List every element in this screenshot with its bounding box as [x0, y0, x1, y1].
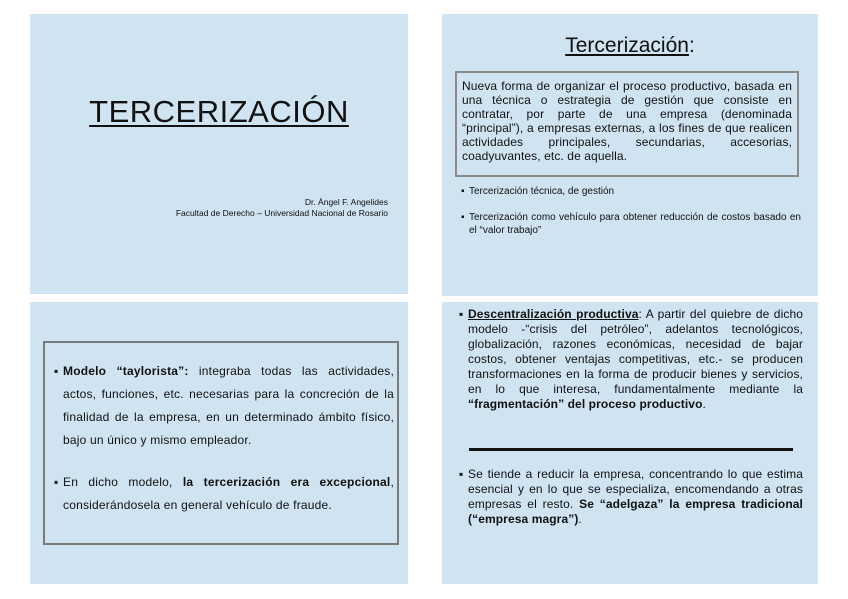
- paragraph-text: Se tiende a reducir la empresa, concentrando lo que estima esencial y en lo que se especializa, encomendando a otras empresas el resto.: [468, 467, 803, 511]
- author-name: Dr. Ángel F. Angelides: [304, 197, 388, 207]
- heading-colon: :: [688, 34, 695, 57]
- paragraph-excepcional: [54, 471, 394, 517]
- slide-1-title: [30, 14, 408, 294]
- slide-3-taylorist-model: [30, 302, 408, 584]
- bullet-icon: ▪: [459, 307, 464, 321]
- slide-4-decentralization: [442, 302, 818, 584]
- paragraph-end: .: [702, 397, 706, 411]
- slide-2-heading: [442, 34, 818, 58]
- underlined-term: Descentralización productiva: [468, 307, 639, 321]
- bullet-item: [461, 211, 801, 237]
- bullet-icon: ▪: [461, 186, 465, 197]
- slide-2-definition: [442, 14, 818, 296]
- paragraph-end: .: [578, 512, 582, 526]
- content-box: [43, 341, 399, 545]
- presentation-title: TERCERIZACIÓN: [89, 94, 349, 129]
- paragraph-taylorista: [54, 360, 394, 452]
- bold-term: Se “adelgaza” la empresa tradicional (“empresa magra”): [468, 497, 803, 526]
- bold-term: Modelo “taylorista”:: [63, 364, 189, 378]
- definition-box: Nueva forma de organizar el proceso productivo, basada en una técnica o estrategia de gestión que consiste en contratar, por parte de una empresa (denominada “principal”), a empresas externas, a los fines de que realicen actividades principales, secundarias, accesorias, coadyuvantes, etc. de aquella.: [455, 71, 799, 177]
- bullet-icon: ▪: [54, 364, 59, 378]
- bullet-item: [461, 185, 801, 198]
- bullet-icon: ▪: [459, 467, 464, 481]
- bullet-text: Tercerización como vehículo para obtener reducción de costos basado en el “valor trabajo”: [469, 212, 801, 236]
- paragraph-text: , considerándosela en general vehículo de fraude.: [63, 475, 394, 512]
- paragraph-empresa-magra: [459, 467, 803, 527]
- paragraph-descentralizacion: [459, 307, 803, 412]
- divider-line: [469, 448, 793, 451]
- bullet-icon: ▪: [54, 475, 59, 489]
- paragraph-text: : A partir del quiebre de dicho modelo -“crisis del petróleo”, adelantos tecnológicos, globalización, razones económicas, necesidad de bajar costos, obtener ventajas competitivas, etc.- se producen transformaciones en la forma de producir bienes y servicios, en lo que interesa, fundamentalmente mediante la: [468, 307, 803, 396]
- bullet-text: Tercerización técnica, de gestión: [469, 186, 615, 197]
- bullet-icon: ▪: [461, 212, 465, 223]
- paragraph-text: En dicho modelo,: [63, 475, 183, 489]
- bold-term: la tercerización era excepcional: [182, 475, 391, 489]
- paragraph-text: integraba todas las actividades, actos, funciones, etc. necesarias para la concreción de la finalidad de la empresa, en un determinado ámbito físico, bajo un único y mismo empleador.: [63, 364, 394, 447]
- author-affiliation: Facultad de Derecho – Universidad Nacional de Rosario: [175, 208, 388, 218]
- author-block: [176, 197, 388, 219]
- heading-text: Tercerización: [565, 34, 689, 57]
- bold-term: “fragmentación” del proceso productivo: [468, 397, 703, 411]
